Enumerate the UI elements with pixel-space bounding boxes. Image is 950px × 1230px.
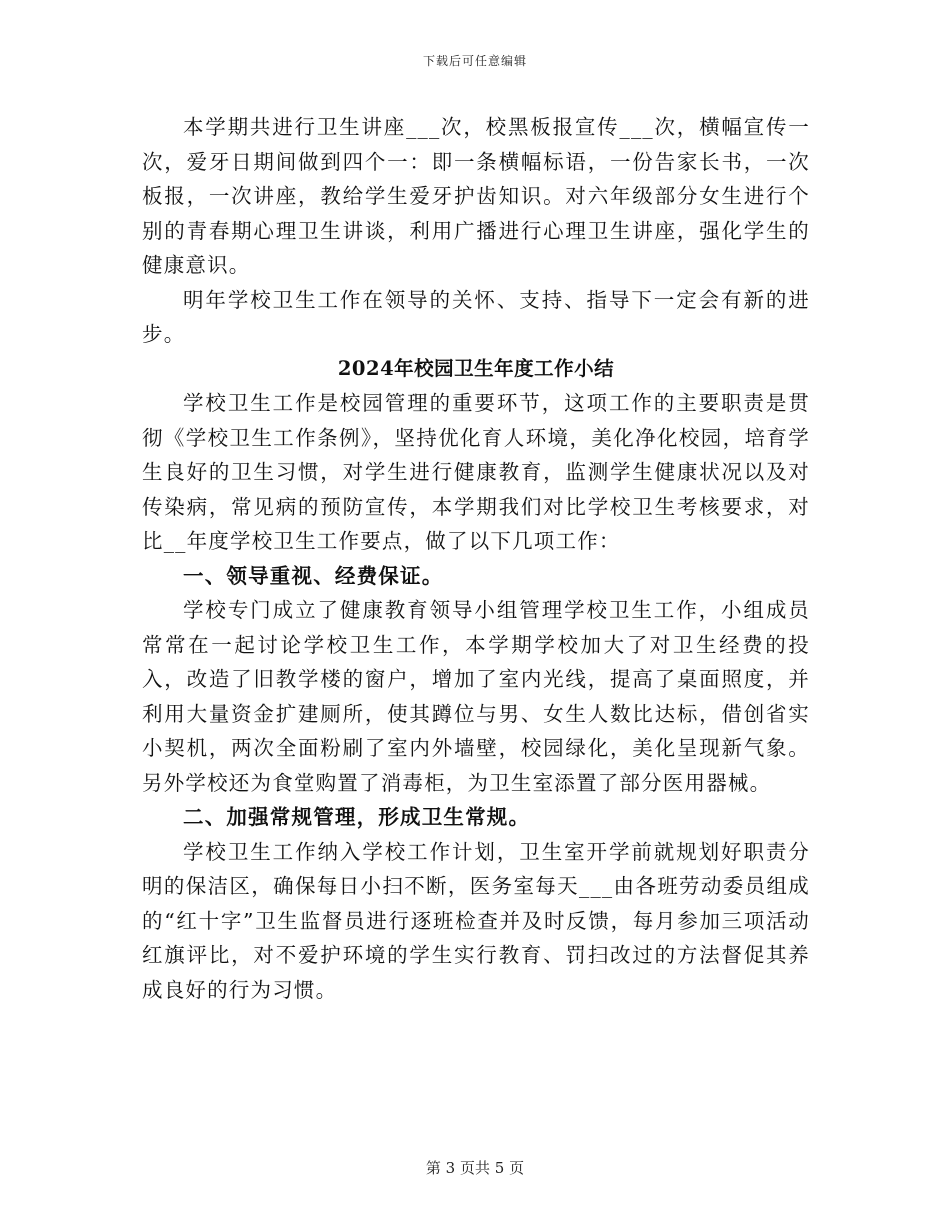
paragraph-outlook: 明年学校卫生工作在领导的关怀、支持、指导下一定会有新的进步。 [142, 287, 810, 346]
paragraph-intro: 学校卫生工作是校园管理的重要环节，这项工作的主要职责是贯彻《学校卫生工作条例》，坚持优化育人环境，美化净化校园，培育学生良好的卫生习惯，对学生进行健康教育，监测学生健康状况以及对传染病，常见病的预防宣传，本学期我们对比学校卫生考核要求，对比__年度学校卫生工作要点，做了以下几项工作： [142, 391, 810, 553]
section-body-1: 学校专门成立了健康教育领导小组管理学校卫生工作，小组成员常常在一起讨论学校卫生工作，本学期学校加大了对卫生经费的投入，改造了旧教学楼的窗户，增加了室内光线，提高了桌面照度，并利用大量资金扩建厕所，使其蹲位与男、女生人数比达标，借创省实小契机，两次全面粉刷了室内外墙壁，校园绿化，美化呈现新气象。另外学校还为食堂购置了消毒柜，为卫生室添置了部分医用器械。 [142, 598, 810, 795]
page-header: 下载后可任意编辑 [422, 54, 527, 68]
section-heading-1: 一、领导重视、经费保证。 [183, 563, 444, 588]
section-heading-2: 二、加强常规管理，形成卫生常规。 [183, 805, 531, 829]
section-body-2: 学校卫生工作纳入学校工作计划，卫生室开学前就规划好职责分明的保洁区，确保每日小扫不断，医务室每天___由各班劳动委员组成的“红十字”卫生监督员进行逐班检查并及时反馈，每月参加三项活动红旗评比，对不爱护环境的学生实行教育、罚扫改过的方法督促其养成良好的行为习惯。 [142, 839, 810, 1002]
paragraph-activities: 本学期共进行卫生讲座___次，校黑板报宣传___次，横幅宣传一次，爱牙日期间做到四个一：即一条横幅标语，一份告家长书，一次板报，一次讲座，教给学生爱牙护齿知识。对六年级部分女生进行个别的青春期心理卫生讲谈，利用广播进行心理卫生讲座，强化学生的健康意识。 [142, 115, 810, 277]
page-number: 第 3 页共 5 页 [425, 1159, 525, 1177]
document-body [142, 110, 810, 1007]
document-title: 2024年校园卫生年度工作小结 [337, 356, 615, 380]
